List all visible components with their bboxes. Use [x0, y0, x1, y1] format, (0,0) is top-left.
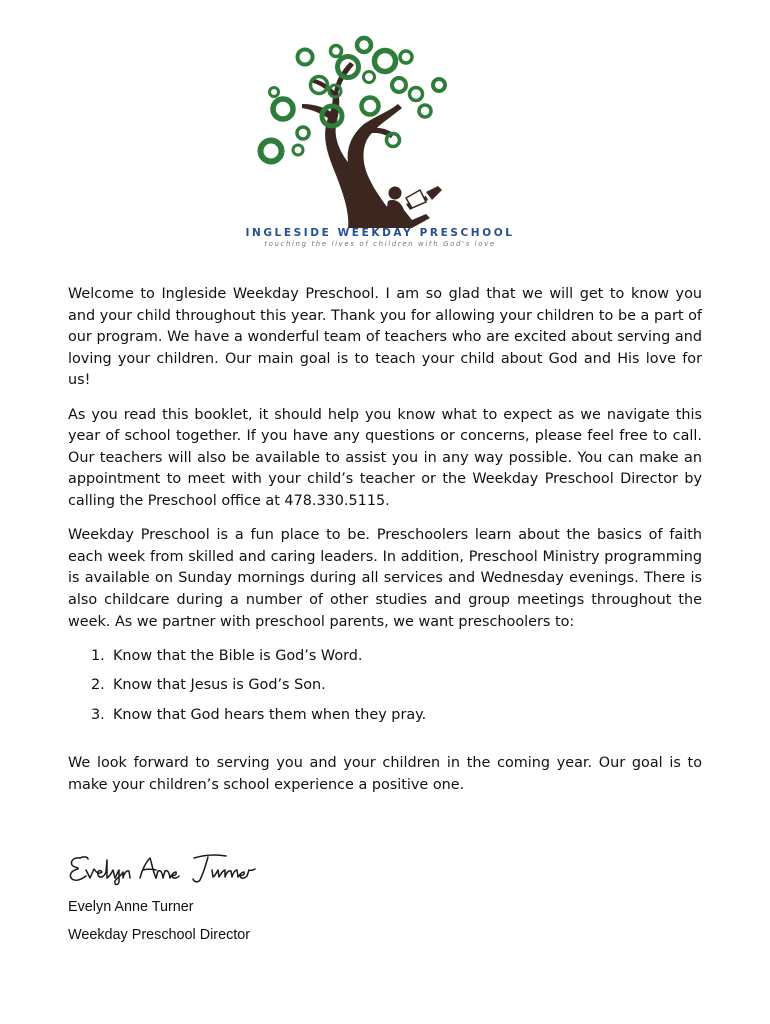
- signer-name: Evelyn Anne Turner: [68, 899, 194, 915]
- handwritten-signature: [66, 848, 266, 888]
- list-number: 1.: [91, 647, 105, 664]
- list-number: 3.: [91, 706, 105, 723]
- list-item: [91, 675, 702, 697]
- school-logo: [230, 30, 530, 255]
- list-item: [91, 705, 702, 727]
- school-name: INGLESIDE WEEKDAY PRESCHOOL: [245, 227, 515, 239]
- paragraph-welcome: Welcome to Ingleside Weekday Preschool. I am so glad that we will get to know you and your child throughout this year. Thank you for allowing your children to be a part of our program. We have a wonderful team of teachers who are excited about serving and loving your children. Our main goal is to teach your child about God and His love for us!: [68, 286, 702, 389]
- school-tagline: touching the lives of children with God's love: [264, 240, 496, 248]
- paragraph-closing: We look forward to serving you and your children in the coming year. Our goal is to make your children’s school experience a positive one.: [68, 755, 702, 794]
- list-text: Know that God hears them when they pray.: [113, 706, 427, 723]
- paragraph-booklet: As you read this booklet, it should help you know what to expect as we navigate this year of school together. If you have any questions or concerns, please feel free to call. Our teachers will also be available to assist you in any way possible. You can make an appointment to meet with your child’s teacher or the Weekday Preschool Director by calling the Preschool office at 478.330.5115.: [68, 406, 702, 509]
- list-item: [91, 646, 702, 668]
- goals-list: [68, 646, 702, 727]
- welcome-letter: [68, 284, 702, 809]
- list-text: Know that the Bible is God’s Word.: [113, 647, 363, 664]
- list-text: Know that Jesus is God’s Son.: [113, 677, 326, 694]
- paragraph-program: Weekday Preschool is a fun place to be. Preschoolers learn about the basics of faith each week from skilled and caring leaders. In addition, Preschool Ministry programming is available on Sunday mornings during all services and Wednesday evenings. There is also childcare during a number of other studies and group meetings throughout the week. As we partner with preschool parents, we want preschoolers to:: [68, 527, 702, 630]
- tree-reading-child-icon: [230, 30, 530, 230]
- list-number: 2.: [91, 677, 105, 694]
- signer-title: Weekday Preschool Director: [68, 927, 251, 943]
